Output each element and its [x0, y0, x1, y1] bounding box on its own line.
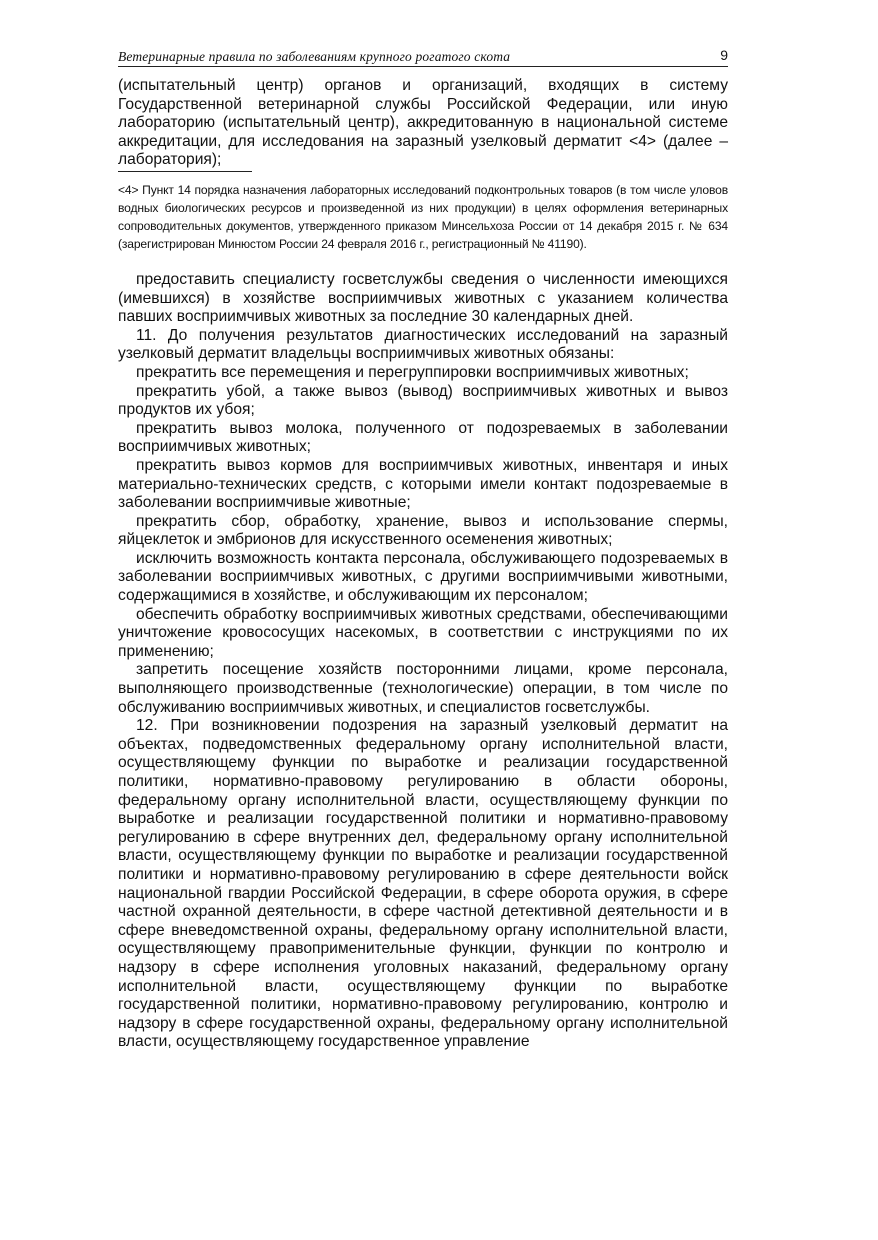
paragraph: прекратить все перемещения и перегруппировки восприимчивых животных;	[136, 363, 689, 381]
paragraph: исключить возможность контакта персонала, обслуживающего подозреваемых в заболевании восприимчивых животных, с другими восприимчивыми животными, содержащимися в хозяйстве, и обслуживающим их персоналом;	[118, 549, 728, 605]
paragraph: прекратить вывоз кормов для восприимчивых животных, инвентаря и иных материально-технических средств, с которыми имели контакт подозреваемые в заболевании восприимчивые животные;	[118, 456, 728, 512]
main-text	[118, 271, 728, 1052]
header-title: Ветеринарные правила по заболеваниям крупного рогатого скота	[118, 49, 511, 64]
paragraph: прекратить убой, а также вывоз (вывод) восприимчивых животных и вывоз продуктов их убоя;	[118, 382, 728, 419]
footnote-4: <4> Пункт 14 порядка назначения лабораторных исследований подконтрольных товаров (в том числе уловов водных биологических ресурсов и произведенной из них продукции) в целях оформления ветеринарных сопроводительных документов, утвержденного приказом Минсельхоза России от 14 декабря 2015 г. № 634 (зарегистрирован Минюстом России 24 февраля 2016 г., регистрационный № 41190).	[118, 182, 728, 251]
running-header	[118, 44, 728, 67]
page-number: 9	[720, 47, 728, 63]
paragraph: прекратить вывоз молока, полученного от подозреваемых в заболевании восприимчивых животных;	[118, 419, 728, 456]
footnote-separator	[118, 171, 252, 172]
paragraph-lab-continuation: (испытательный центр) органов и организаций, входящих в систему Государственной ветеринарной службы Российской Федерации, или иную лабораторию (испытательный центр), аккредитованную в национальной системе аккредитации, для исследования на заразный узелковый дерматит <4> (далее – лаборатория);	[118, 77, 728, 169]
paragraph-item-11: 11. До получения результатов диагностических исследований на заразный узелковый дерматит владельцы восприимчивых животных обязаны:	[118, 326, 728, 363]
paragraph: запретить посещение хозяйств посторонними лицами, кроме персонала, выполняющего производственные (технологические) операции, в том числе по обслуживанию восприимчивых животных, и специалистов госветслужбы.	[118, 661, 728, 716]
document-page	[118, 44, 728, 1052]
paragraph-item-12: 12. При возникновении подозрения на заразный узелковый дерматит на объектах, подведомственных федеральному органу исполнительной власти, осуществляющему функции по выработке и реализации государственной политики, нормативно-правовому регулированию в области обороны, федеральному органу исполнительной власти, осуществляющему функции по выработке и реализации государственной политики и нормативно-правовому регулированию в сфере внутренних дел, федеральному органу исполнительной власти, осуществляющему функции по выработке и реализации государственной политики и нормативно-правовому регулированию в сфере деятельности войск национальной гвардии Российской Федерации, в сфере оборота оружия, в сфере частной охранной деятельности, в сфере частной детективной деятельности и в сфере вневедомственной охраны, федеральному органу исполнительной власти, осуществляющему правоприменительные функции, функции по контролю и надзору в сфере исполнения уголовных наказаний, федеральному органу исполнительной власти, осуществляющему функции по выработке государственной политики, нормативно-правовому регулированию, контролю и надзору в сфере государственной охраны, федеральному органу исполнительной власти, осуществляющему государственное управление	[118, 717, 728, 1051]
paragraph: прекратить сбор, обработку, хранение, вывоз и использование спермы, яйцеклеток и эмбрионов для искусственного осеменения животных;	[118, 512, 728, 549]
paragraph: предоставить специалисту госветслужбы сведения о численности имеющихся (имевшихся) в хозяйстве восприимчивых животных с указанием количества павших восприимчивых животных за последние 30 календарных дней.	[118, 270, 728, 326]
paragraph: обеспечить обработку восприимчивых животных средствами, обеспечивающими уничтожение кровососущих насекомых, в соответствии с инструкциями по их применению;	[118, 605, 728, 660]
